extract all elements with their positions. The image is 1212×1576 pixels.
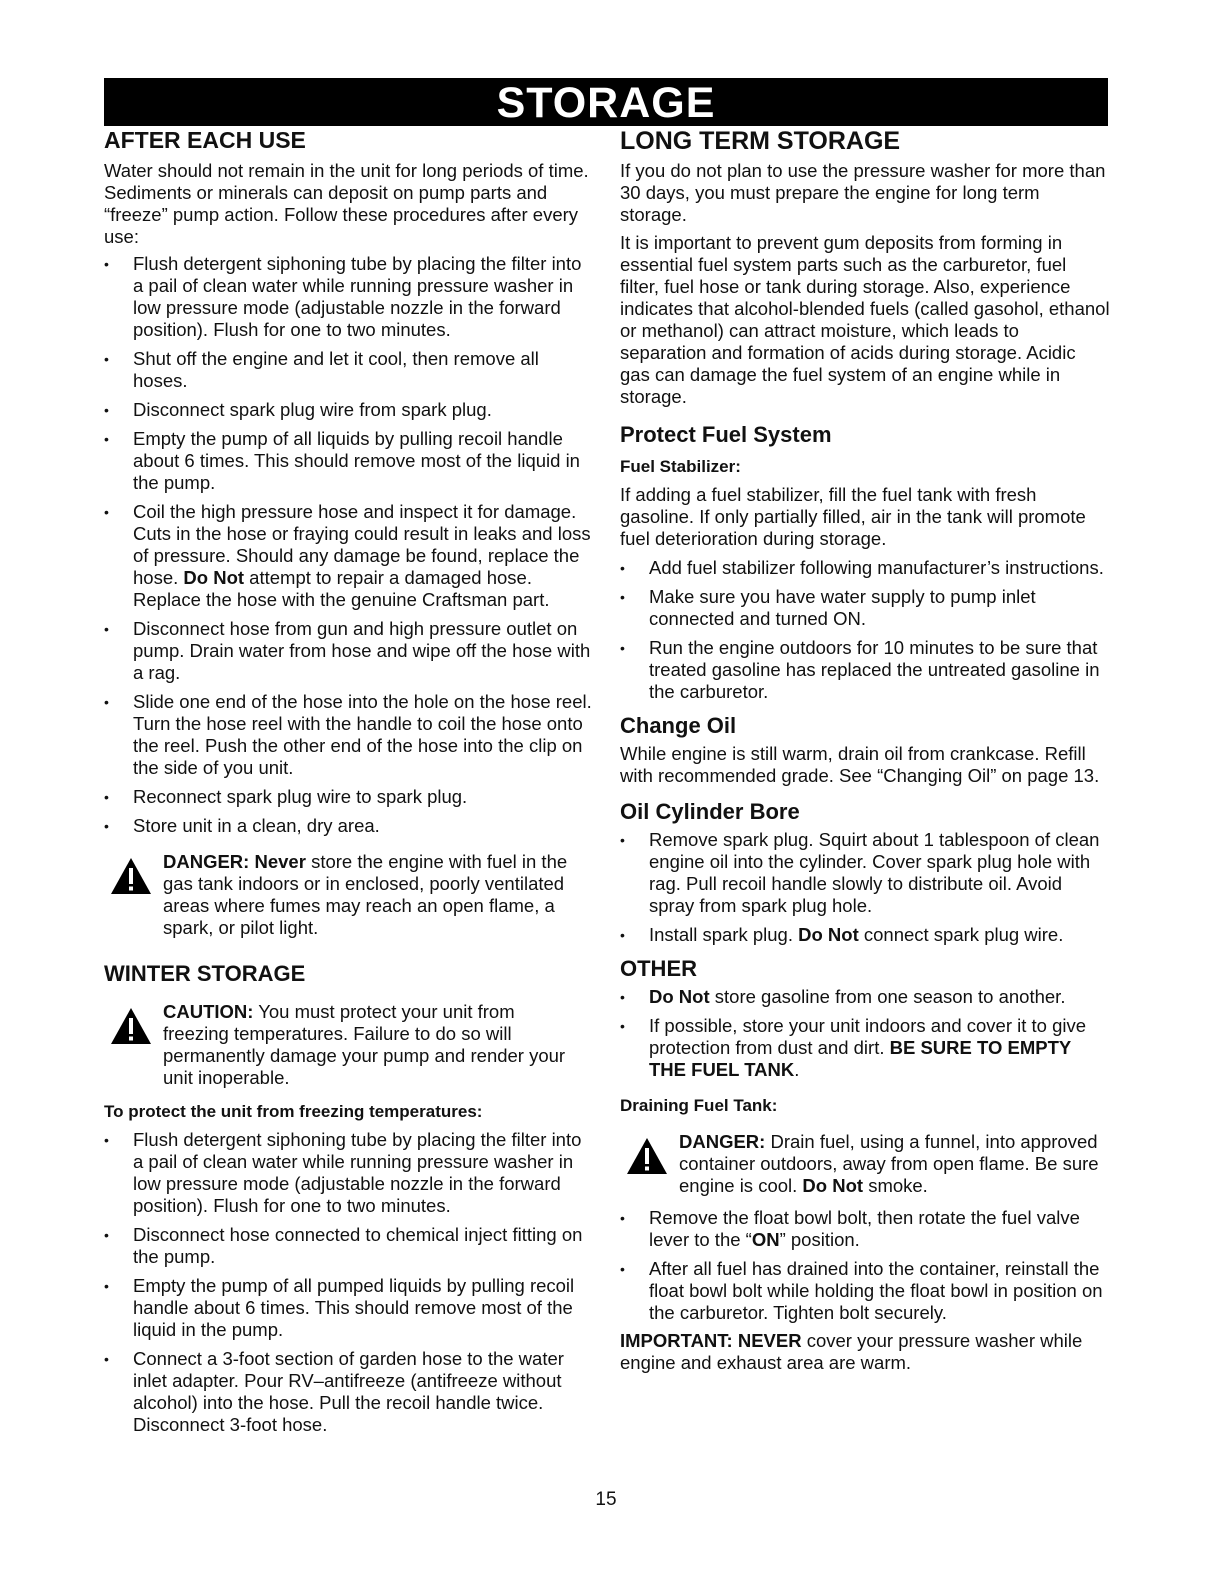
other-text: store gasoline from one season to another.	[714, 986, 1066, 1007]
draining-danger-text-b: smoke.	[868, 1175, 928, 1196]
float-bolt-text-b: ” position.	[779, 1229, 860, 1250]
install-text-a: Install spark plug.	[649, 924, 793, 945]
warning-triangle-icon	[110, 1007, 152, 1045]
indoors-text-a: If possible, store your unit indoors and cover it to give protection from dust and dirt.	[649, 1015, 1087, 1058]
other-list	[620, 986, 1110, 1081]
list-item: • Remove spark plug. Squirt about 1 tablespoon of clean engine oil into the cylinder. Cover spark plug hole with rag. Pull recoil handle slowly to distribute oil. Avoid spray from spark plug hole.	[620, 829, 1110, 917]
after-each-use-heading: AFTER EACH USE	[104, 127, 306, 153]
list-item: • Store unit in a clean, dry area.	[104, 815, 592, 837]
install-emphasis: Do Not	[798, 924, 859, 945]
important-label: IMPORTANT: NEVER	[620, 1330, 802, 1351]
list-item	[104, 501, 592, 611]
oil-cylinder-heading: Oil Cylinder Bore	[620, 799, 800, 824]
list-item: • Add fuel stabilizer following manufacturer’s instructions.	[620, 557, 1110, 579]
left-column	[104, 126, 592, 1436]
protect-fuel-list	[620, 557, 1110, 703]
caution-label: CAUTION:	[163, 1001, 254, 1022]
danger-warning	[104, 851, 592, 939]
other-emphasis: Do Not	[649, 986, 710, 1007]
caution-text: You must protect your unit from freezing temperatures. Failure to do so will permanently damage your pump and render your unit inoperable.	[163, 1001, 566, 1088]
list-item: • Disconnect hose from gun and high pressure outlet on pump. Drain water from hose and wipe off the hose with a rag.	[104, 618, 592, 684]
change-oil-heading: Change Oil	[620, 713, 737, 738]
danger-text: store the engine with fuel in the gas tank indoors or in enclosed, poorly ventilated areas where fumes may reach an open flame, a spark, or pilot light.	[163, 851, 568, 938]
list-item	[620, 986, 1110, 1008]
indoors-text-b: .	[794, 1059, 800, 1080]
list-item: • Flush detergent siphoning tube by placing the filter into a pail of clean water while running pressure washer in low pressure mode (adjustable nozzle in the forward position). Flush for one to two minutes.	[104, 253, 592, 341]
draining-danger-text-a: Drain fuel, using a funnel, into approved container outdoors, away from open flame. Be sure engine is cool.	[679, 1131, 1099, 1196]
after-each-use-list	[104, 253, 592, 837]
warning-triangle-icon	[626, 1137, 668, 1175]
list-item: • Connect a 3-foot section of garden hose to the water inlet adapter. Pour RV–antifreeze (antifreeze without alcohol) into the hose. Pull the recoil handle twice. Disconnect 3-foot hose.	[104, 1348, 592, 1436]
draining-list	[620, 1207, 1110, 1324]
after-each-use-intro: Water should not remain in the unit for long periods of time. Sediments or minerals can deposit on pump parts and “freeze” pump action. Follow these procedures after every use:	[104, 160, 589, 247]
coil-text-a: Coil the high pressure hose and inspect it for damage. Cuts in the hose or fraying could result in leaks and loss of pressure. Should any damage be found, replace the hose.	[133, 501, 591, 588]
install-text-b: connect spark plug wire.	[863, 924, 1064, 945]
page-number: 15	[595, 1489, 617, 1510]
list-item: • Empty the pump of all pumped liquids by pulling recoil handle about 6 times. This should remove most of the liquid in the pump.	[104, 1275, 592, 1341]
change-oil-text: While engine is still warm, drain oil from crankcase. Refill with recommended grade. See “Changing Oil” on page 13.	[620, 743, 1100, 786]
list-item: • Shut off the engine and let it cool, then remove all hoses.	[104, 348, 592, 392]
draining-subheading: Draining Fuel Tank:	[620, 1096, 778, 1115]
list-item: • Reconnect spark plug wire to spark plug.	[104, 786, 592, 808]
list-item	[620, 1015, 1110, 1081]
draining-danger-warning	[620, 1131, 1110, 1197]
coil-text-b: attempt to repair a damaged hose. Replace the hose with the genuine Craftsman part.	[133, 567, 550, 610]
fuel-stabilizer-text: If adding a fuel stabilizer, fill the fuel tank with fresh gasoline. If only partially filled, air in the tank will promote fuel deterioration during storage.	[620, 484, 1086, 549]
list-item: • Make sure you have water supply to pump inlet connected and turned ON.	[620, 586, 1110, 630]
other-heading: OTHER	[620, 956, 697, 981]
long-term-paragraph-1: If you do not plan to use the pressure washer for more than 30 days, you must prepare the engine for long term storage.	[620, 160, 1106, 225]
draining-danger-emphasis: Do Not	[802, 1175, 864, 1196]
float-bolt-emphasis: ON	[751, 1229, 780, 1250]
list-item	[620, 924, 1110, 946]
oil-cylinder-list	[620, 829, 1110, 946]
list-item: • Run the engine outdoors for 10 minutes to be sure that treated gasoline has replaced the untreated gasoline in the carburetor.	[620, 637, 1110, 703]
list-item: • Disconnect hose connected to chemical inject fitting on the pump.	[104, 1224, 592, 1268]
winter-storage-heading: WINTER STORAGE	[104, 961, 306, 986]
important-note	[620, 1330, 1110, 1374]
float-bolt-text-a: Remove the float bowl bolt, then rotate the fuel valve lever to the “	[649, 1207, 1080, 1250]
danger-label: DANGER:	[679, 1131, 766, 1152]
list-item: • Slide one end of the hose into the hole on the hose reel. Turn the hose reel with the handle to coil the hose onto the reel. Push the other end of the hose into the clip on the side of you unit.	[104, 691, 592, 779]
coil-emphasis: Do Not	[183, 567, 245, 588]
right-column	[620, 126, 1110, 1374]
list-item: • Flush detergent siphoning tube by placing the filter into a pail of clean water while running pressure washer in low pressure mode (adjustable nozzle in the forward position). Flush for one to two minutes.	[104, 1129, 592, 1217]
danger-emphasis: Never	[254, 851, 306, 872]
caution-warning	[104, 1001, 592, 1089]
important-text: cover your pressure washer while engine and exhaust area are warm.	[620, 1330, 1083, 1373]
list-item	[620, 1207, 1110, 1251]
freezing-subheading: To protect the unit from freezing temperatures:	[104, 1102, 483, 1121]
winter-storage-list	[104, 1129, 592, 1436]
list-item: • After all fuel has drained into the container, reinstall the float bowl bolt while holding the float bowl in position on the carburetor. Tighten bolt securely.	[620, 1258, 1110, 1324]
fuel-stabilizer-subheading: Fuel Stabilizer:	[620, 457, 741, 476]
list-item: • Empty the pump of all liquids by pulling recoil handle about 6 times. This should remove most of the liquid in the pump.	[104, 428, 592, 494]
protect-fuel-heading: Protect Fuel System	[620, 422, 832, 447]
danger-label: DANGER:	[163, 851, 250, 872]
long-term-storage-heading: LONG TERM STORAGE	[620, 127, 901, 155]
long-term-paragraph-2: It is important to prevent gum deposits from forming in essential fuel system parts such as the carburetor, fuel filter, fuel hose or tank during storage. Also, experience indicates that alcohol-blended fuels (called gasohol, ethanol or methanol) can attract moisture, which leads to separation and formation of acids during storage. Acidic gas can damage the fuel system of an engine while in storage.	[620, 232, 1110, 407]
page-banner: STORAGE	[104, 78, 1108, 126]
indoors-emphasis: BE SURE TO EMPTY THE FUEL TANK	[649, 1037, 1071, 1080]
list-item: • Disconnect spark plug wire from spark plug.	[104, 399, 592, 421]
warning-triangle-icon	[110, 857, 152, 895]
